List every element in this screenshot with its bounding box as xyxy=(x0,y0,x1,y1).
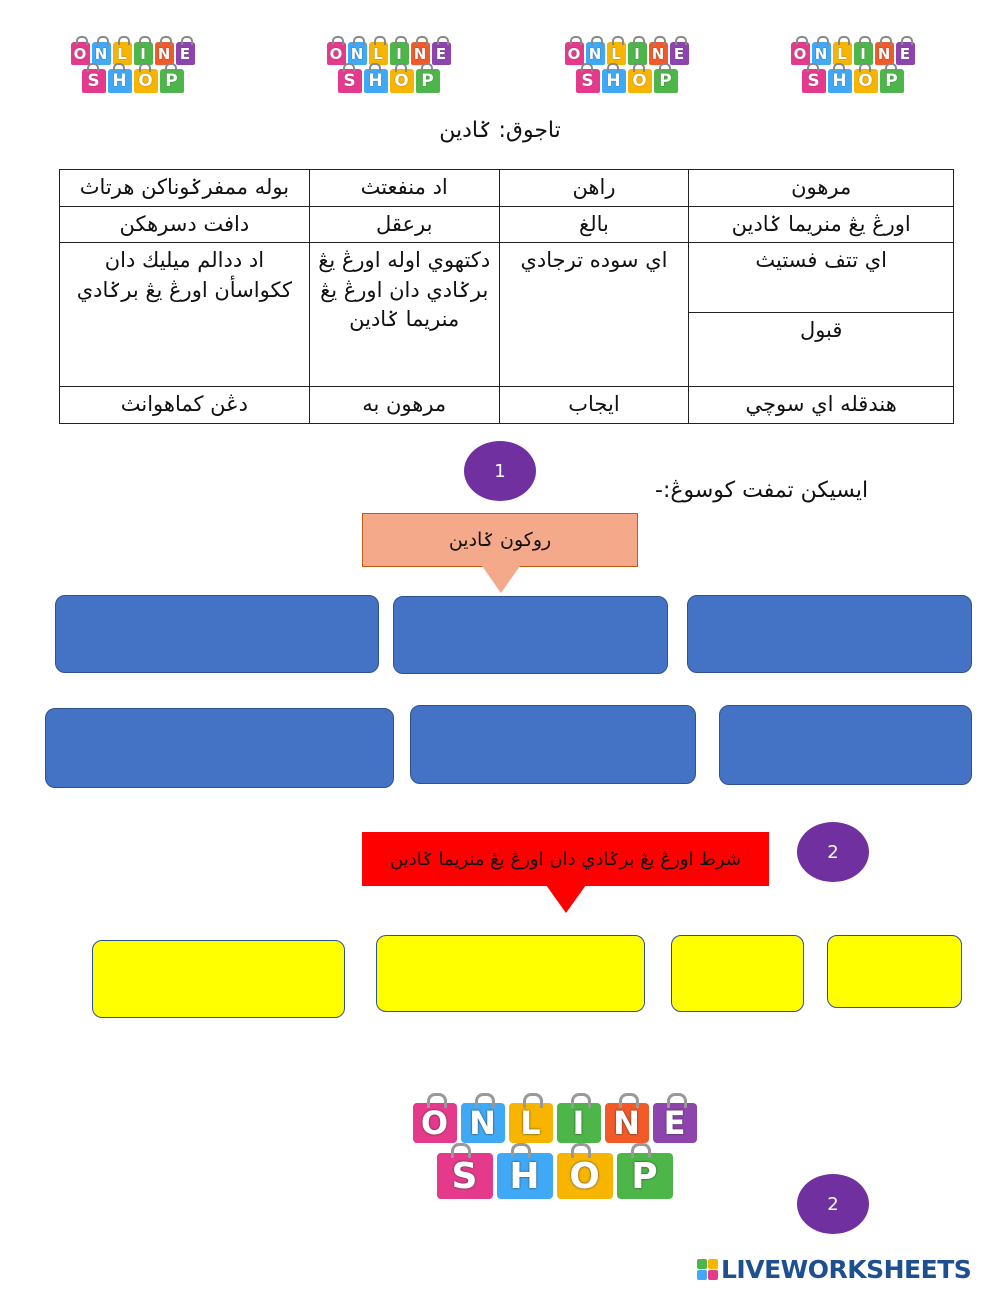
table-header-cell: بوله ممفرݢوناكن هرتاث xyxy=(60,170,310,207)
online-shop-logo-large xyxy=(362,1103,747,1203)
table-header-cell: راهن xyxy=(499,170,689,207)
shopping-bag-icon: N xyxy=(605,1103,649,1143)
liveworksheets-brand: LIVEWORKSHEETS xyxy=(721,1255,972,1284)
shopping-bag-icon: N xyxy=(586,42,605,65)
answer-box[interactable] xyxy=(55,595,379,673)
table-cell: دكتهوي اوله اورڠ يڠ برݢادي دان اورڠ يڠ منريما ݢادين xyxy=(309,243,499,387)
shopping-bag-icon: I xyxy=(854,42,873,65)
shopping-bag-icon: O xyxy=(390,69,414,93)
section-heading: ايسيكن تمفت كوسوڠ:- xyxy=(655,478,869,503)
shopping-bag-icon: H xyxy=(108,69,132,93)
table-cell: قبول xyxy=(689,313,954,387)
shopping-bag-icon: N xyxy=(92,42,111,65)
table-cell: هندقله اي سوچي xyxy=(689,387,954,423)
table-cell: دڠن كماهوانث xyxy=(60,387,310,423)
shopping-bag-icon: O xyxy=(134,69,158,93)
shopping-bag-icon: O xyxy=(565,42,584,65)
answer-box[interactable] xyxy=(92,940,345,1018)
shopping-bag-icon: I xyxy=(390,42,409,65)
online-shop-logo xyxy=(60,42,205,102)
liveworksheets-logo xyxy=(697,1255,971,1284)
shopping-bag-icon: N xyxy=(411,42,430,65)
page-title: تاجوق: ݢادين xyxy=(439,118,561,143)
logo-row-online xyxy=(554,42,699,65)
conditions-arrow-icon xyxy=(546,885,586,913)
shopping-bag-icon: I xyxy=(134,42,153,65)
question-number-badge: 2 xyxy=(797,1174,869,1234)
shopping-bag-icon: L xyxy=(113,42,132,65)
shopping-bag-icon: E xyxy=(896,42,915,65)
answer-box[interactable] xyxy=(687,595,972,673)
table-cell: مرهون به xyxy=(309,387,499,423)
answer-box[interactable] xyxy=(827,935,962,1008)
table-header-cell: مرهون xyxy=(689,170,954,207)
shopping-bag-icon: O xyxy=(557,1153,613,1199)
shopping-bag-icon: N xyxy=(348,42,367,65)
logo-row-online xyxy=(60,42,205,65)
shopping-bag-icon: S xyxy=(576,69,600,93)
logo-row-shop xyxy=(780,69,925,93)
table-cell: دافت دسرهكن xyxy=(60,207,310,243)
online-shop-logo xyxy=(316,42,461,102)
shopping-bag-icon: N xyxy=(875,42,894,65)
shopping-bag-icon: H xyxy=(364,69,388,93)
answer-box[interactable] xyxy=(393,596,668,674)
shopping-bag-icon: O xyxy=(71,42,90,65)
shopping-bag-icon: S xyxy=(82,69,106,93)
liveworksheets-mark-icon xyxy=(697,1259,718,1280)
shopping-bag-icon: L xyxy=(509,1103,553,1143)
answer-box[interactable] xyxy=(45,708,394,788)
table-header-cell: اد منفعتث xyxy=(309,170,499,207)
shopping-bag-icon: H xyxy=(497,1153,553,1199)
logo-row-shop xyxy=(362,1153,747,1199)
table-cell: اورڠ يڠ منريما ݢادين xyxy=(689,207,954,243)
answer-box[interactable] xyxy=(671,935,804,1012)
shopping-bag-icon: N xyxy=(155,42,174,65)
shopping-bag-icon: S xyxy=(802,69,826,93)
logo-row-shop xyxy=(316,69,461,93)
shopping-bag-icon: P xyxy=(880,69,904,93)
shopping-bag-icon: I xyxy=(557,1103,601,1143)
shopping-bag-icon: L xyxy=(833,42,852,65)
online-shop-logo xyxy=(780,42,925,102)
answer-box[interactable] xyxy=(410,705,696,784)
conditions-callout: شرط اورڠ يڠ برݢادي دان اورڠ يڠ منريما ݢادين xyxy=(362,832,769,886)
shopping-bag-icon: L xyxy=(607,42,626,65)
logo-row-online xyxy=(780,42,925,65)
logo-row-online xyxy=(316,42,461,65)
shopping-bag-icon: H xyxy=(828,69,852,93)
shopping-bag-icon: O xyxy=(413,1103,457,1143)
question-number-badge: 1 xyxy=(464,441,536,501)
shopping-bag-icon: O xyxy=(791,42,810,65)
shopping-bag-icon: E xyxy=(176,42,195,65)
shopping-bag-icon: E xyxy=(653,1103,697,1143)
shopping-bag-icon: I xyxy=(628,42,647,65)
shopping-bag-icon: P xyxy=(654,69,678,93)
table-cell: بالغ xyxy=(499,207,689,243)
answer-box[interactable] xyxy=(376,935,645,1012)
shopping-bag-icon: S xyxy=(437,1153,493,1199)
table-cell: اي سوده ترجادي xyxy=(499,243,689,387)
table-cell: اي تتف فستيث xyxy=(689,243,954,313)
logo-row-shop xyxy=(554,69,699,93)
gadai-table xyxy=(59,169,954,424)
shopping-bag-icon: S xyxy=(338,69,362,93)
shopping-bag-icon: P xyxy=(416,69,440,93)
shopping-bag-icon: N xyxy=(461,1103,505,1143)
pillars-callout: روكون ݢادين xyxy=(362,513,638,567)
shopping-bag-icon: P xyxy=(160,69,184,93)
table-cell: اد ددالم ميليك دان ككواسأن اورڠ يڠ برݢادي xyxy=(60,243,310,387)
shopping-bag-icon: E xyxy=(670,42,689,65)
online-shop-logo xyxy=(554,42,699,102)
shopping-bag-icon: O xyxy=(628,69,652,93)
pillars-arrow-icon xyxy=(482,566,520,593)
shopping-bag-icon: O xyxy=(327,42,346,65)
shopping-bag-icon: H xyxy=(602,69,626,93)
shopping-bag-icon: P xyxy=(617,1153,673,1199)
logo-row-shop xyxy=(60,69,205,93)
shopping-bag-icon: N xyxy=(812,42,831,65)
answer-box[interactable] xyxy=(719,705,972,785)
question-number-badge: 2 xyxy=(797,822,869,882)
table-cell: ايجاب xyxy=(499,387,689,423)
shopping-bag-icon: N xyxy=(649,42,668,65)
logo-row-online xyxy=(362,1103,747,1143)
table-cell: برعقل xyxy=(309,207,499,243)
shopping-bag-icon: L xyxy=(369,42,388,65)
shopping-bag-icon: E xyxy=(432,42,451,65)
shopping-bag-icon: O xyxy=(854,69,878,93)
